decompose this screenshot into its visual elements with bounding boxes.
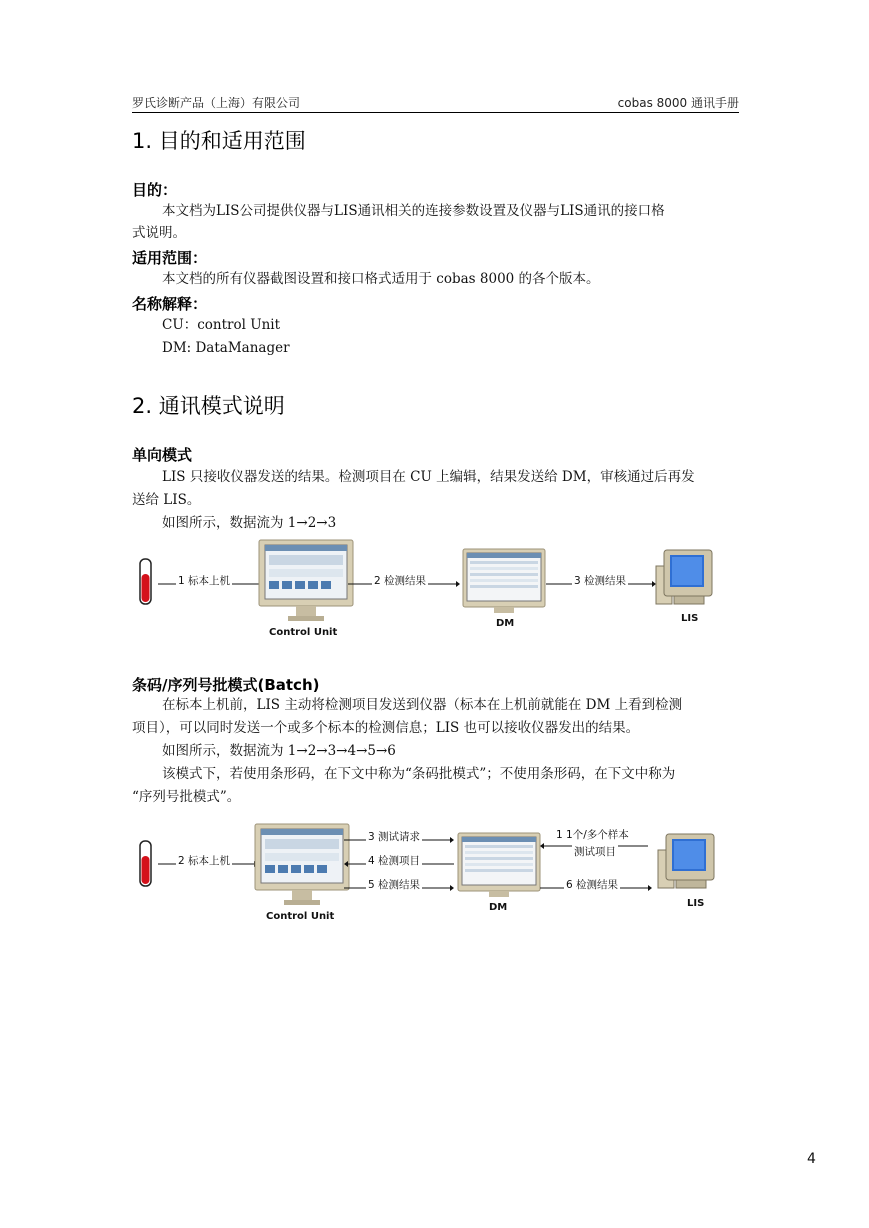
uni-line1: LIS 只接收仪器发送的结果。检测项目在 CU 上编辑，结果发送给 DM，审核通过后再发 bbox=[162, 469, 695, 485]
label-4-test-items: 4 检测项目 bbox=[368, 855, 421, 867]
uni-flow: 如图所示，数据流为 1→2→3 bbox=[162, 515, 337, 531]
batch-note1: 该模式下，若使用条形码，在下文中称为“条码批模式”；不使用条形码，在下文中称为 bbox=[162, 766, 676, 782]
label-2-test-result: 2 检测结果 bbox=[374, 575, 427, 587]
control-unit-monitor-icon bbox=[254, 823, 350, 909]
batch-note2: “序列号批模式”。 bbox=[132, 789, 241, 805]
label-5-test-result: 5 检测结果 bbox=[368, 879, 421, 891]
caption-dm: DM bbox=[496, 618, 515, 629]
label-6-test-result: 6 检测结果 bbox=[566, 879, 619, 891]
label-2-sample-load: 2 标本上机 bbox=[178, 855, 231, 867]
label-3-test-result: 3 检测结果 bbox=[574, 575, 627, 587]
term-dm: DM: DataManager bbox=[162, 340, 290, 356]
caption-lis: LIS bbox=[687, 898, 705, 909]
label-1-test-items: 测试项目 bbox=[574, 846, 616, 858]
header-company: 罗氏诊断产品（上海）有限公司 bbox=[132, 96, 301, 110]
section2-title: 2. 通讯模式说明 bbox=[132, 394, 285, 418]
test-tube-icon bbox=[138, 840, 154, 888]
batch-line2: 项目），可以同时发送一个或多个标本的检测信息；LIS 也可以接收仪器发出的结果。 bbox=[132, 720, 640, 736]
uni-line2: 送给 LIS。 bbox=[132, 492, 201, 508]
batch-line1: 在标本上机前，LIS 主动将检测项目发送到仪器（标本在上机前就能在 DM 上看到检测 bbox=[162, 697, 683, 713]
test-tube-icon bbox=[138, 558, 154, 606]
diagram-unidirectional bbox=[132, 536, 742, 646]
control-unit-monitor-icon bbox=[258, 539, 354, 625]
lis-computer-icon bbox=[654, 548, 724, 610]
page-number: 4 bbox=[807, 1151, 816, 1167]
purpose-line1: 本文档为LIS公司提供仪器与LIS通讯相关的连接参数设置及仪器与LIS通讯的接口格 bbox=[162, 203, 665, 219]
terms-heading: 名称解释： bbox=[132, 295, 208, 313]
label-3-test-request: 3 测试请求 bbox=[368, 831, 421, 843]
batch-heading: 条码/序列号批模式(Batch) bbox=[132, 676, 320, 694]
term-cu: CU：control Unit bbox=[162, 317, 281, 333]
header-doc-title: cobas 8000 通讯手册 bbox=[617, 96, 739, 110]
caption-dm: DM bbox=[489, 902, 508, 913]
scope-text: 本文档的所有仪器截图设置和接口格式适用于 cobas 8000 的各个版本。 bbox=[162, 271, 600, 287]
header-rule bbox=[132, 112, 739, 113]
caption-control-unit: Control Unit bbox=[266, 911, 335, 922]
purpose-line2: 式说明。 bbox=[132, 225, 186, 241]
label-1-sample-load: 1 标本上机 bbox=[178, 575, 231, 587]
diagram-batch bbox=[132, 820, 742, 930]
label-1-sample-items: 1 1个/多个样本 bbox=[556, 829, 629, 841]
purpose-heading: 目的： bbox=[132, 181, 178, 199]
lis-computer-icon bbox=[656, 832, 726, 894]
dm-monitor-icon bbox=[457, 832, 541, 900]
batch-flow: 如图所示，数据流为 1→2→3→4→5→6 bbox=[162, 743, 396, 759]
dm-monitor-icon bbox=[462, 548, 546, 616]
scope-heading: 适用范围： bbox=[132, 249, 208, 267]
caption-control-unit: Control Unit bbox=[269, 627, 338, 638]
caption-lis: LIS bbox=[681, 613, 699, 624]
unidirectional-heading: 单向模式 bbox=[132, 446, 193, 464]
section1-title: 1. 目的和适用范围 bbox=[132, 129, 306, 153]
